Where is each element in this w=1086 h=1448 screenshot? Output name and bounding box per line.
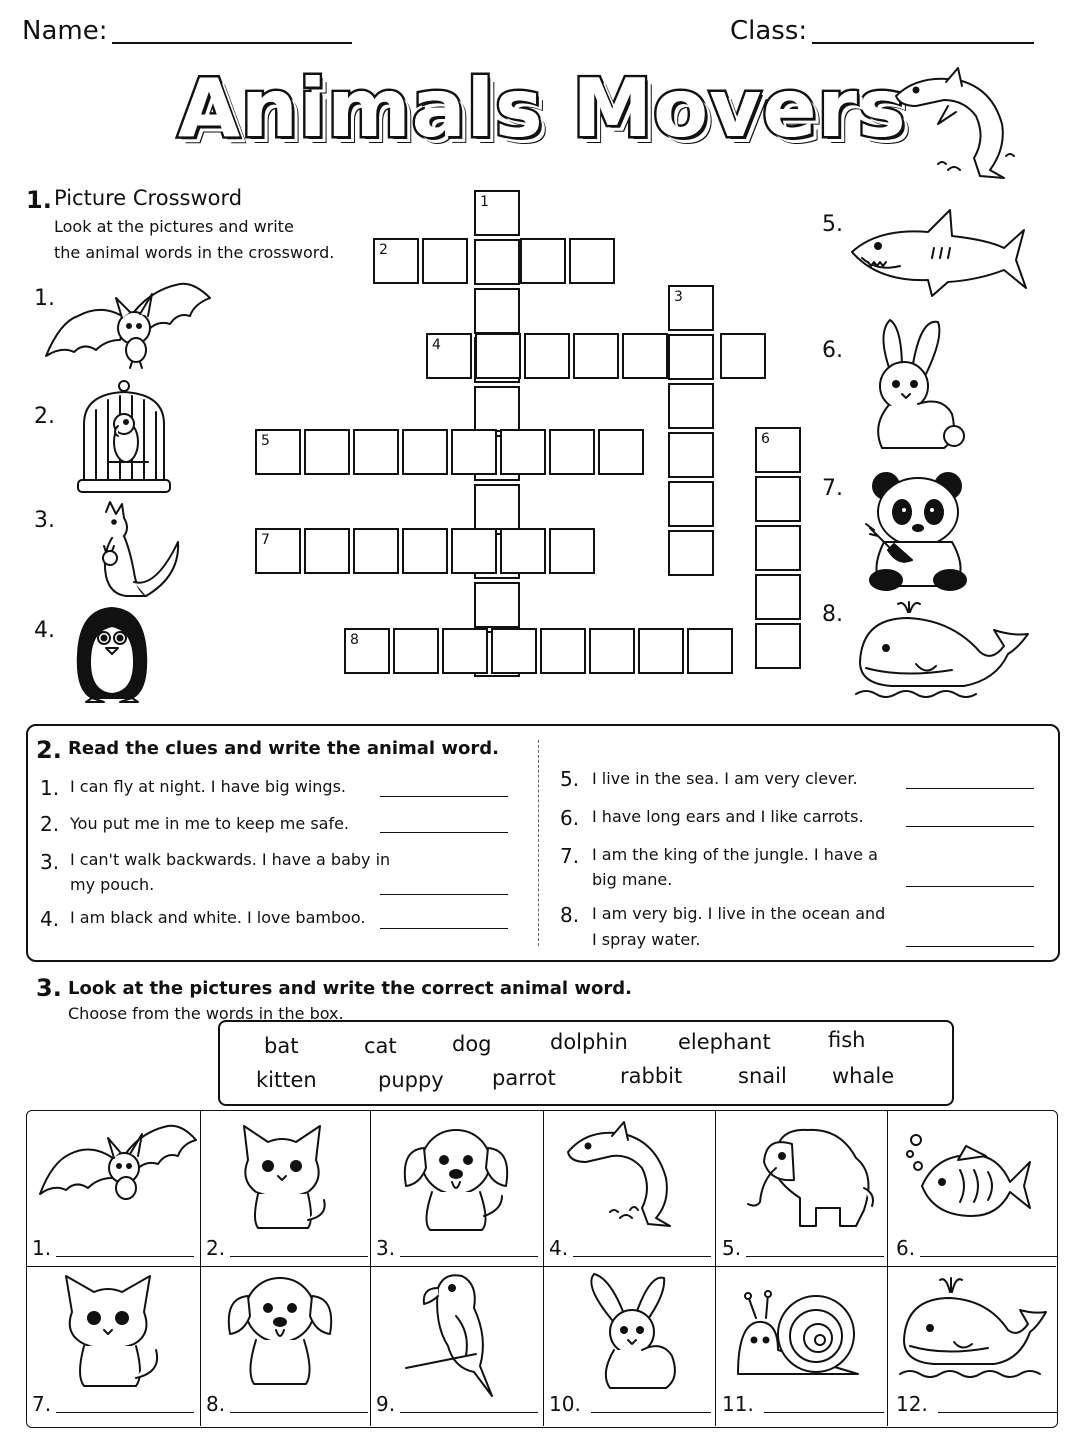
- word-bank-item: fish: [828, 1028, 866, 1052]
- pic-label-7: 7.: [822, 476, 843, 501]
- clue-text: big mane.: [592, 870, 673, 889]
- cat-icon: [56, 1268, 168, 1390]
- clue-number: 1.: [40, 776, 60, 800]
- clue-divider: [538, 740, 539, 946]
- picture-item-number: 2.: [206, 1236, 226, 1260]
- answer-field[interactable]: [380, 928, 508, 929]
- elephant-icon: [736, 1118, 880, 1234]
- crossword-cell[interactable]: [540, 628, 586, 674]
- clue-text: I spray water.: [592, 930, 701, 949]
- grid-divider: [543, 1110, 544, 1426]
- crossword-clue-number: 4: [432, 337, 441, 353]
- rabbit-icon: [580, 1270, 690, 1392]
- word-bank-item: whale: [832, 1064, 895, 1088]
- picture-answer-field[interactable]: [764, 1412, 884, 1413]
- picture-answer-field[interactable]: [400, 1412, 538, 1413]
- clue-text: I can fly at night. I have big wings.: [70, 777, 346, 796]
- clue-number: 4.: [40, 907, 60, 931]
- crossword-cell[interactable]: [598, 429, 644, 475]
- picture-item-number: 4.: [549, 1236, 569, 1260]
- word-bank-item: parrot: [492, 1066, 556, 1090]
- picture-answer-field[interactable]: [230, 1412, 368, 1413]
- crossword-clue-number: 3: [674, 289, 683, 305]
- answer-field[interactable]: [380, 796, 508, 797]
- pic-label-5: 5.: [822, 212, 843, 237]
- parrot-in-cage-icon: [78, 380, 170, 496]
- crossword-clue-number: 2: [379, 242, 388, 258]
- whale-icon: [898, 1274, 1046, 1382]
- pic-label-8: 8.: [822, 602, 843, 627]
- rabbit-icon: [862, 314, 966, 456]
- crossword-cell[interactable]: [474, 239, 520, 285]
- section2-number: 2.: [36, 736, 62, 764]
- crossword-cell[interactable]: [491, 628, 537, 674]
- pic-label-2: 2.: [34, 404, 55, 429]
- section2-title: Read the clues and write the animal word.: [68, 738, 499, 759]
- picture-item-number: 3.: [376, 1236, 396, 1260]
- name-label: Name:: [22, 16, 108, 46]
- crossword-cell[interactable]: [304, 528, 350, 574]
- crossword-cell[interactable]: [373, 238, 419, 284]
- crossword-cell[interactable]: [500, 528, 546, 574]
- grid-divider: [200, 1110, 201, 1426]
- answer-field[interactable]: [906, 826, 1034, 827]
- answer-field[interactable]: [906, 788, 1034, 789]
- class-field[interactable]: [812, 42, 1034, 44]
- pic-label-6: 6.: [822, 338, 843, 363]
- crossword-cell[interactable]: [422, 238, 468, 284]
- clue-text: I am the king of the jungle. I have a: [592, 845, 878, 864]
- crossword-cell[interactable]: [569, 238, 615, 284]
- crossword-cell[interactable]: [344, 628, 390, 674]
- kangaroo-icon: [86, 502, 182, 602]
- crossword-clue-number: 5: [261, 433, 270, 449]
- parrot-icon: [404, 1268, 504, 1400]
- pic-label-1: 1.: [34, 286, 55, 311]
- clue-text: I have long ears and I like carrots.: [592, 807, 864, 826]
- puppy-icon: [398, 1120, 514, 1234]
- picture-item-number: 9.: [376, 1392, 396, 1416]
- panda-icon: [864, 470, 972, 592]
- crossword-cell[interactable]: [500, 429, 546, 475]
- crossword-cell[interactable]: [549, 429, 595, 475]
- crossword-cell[interactable]: [402, 429, 448, 475]
- puppy-icon: [222, 1268, 340, 1388]
- crossword-cell[interactable]: [668, 432, 714, 478]
- word-bank-item: puppy: [378, 1068, 444, 1092]
- crossword-cell[interactable]: [638, 628, 684, 674]
- clue-text: You put me in me to keep me safe.: [70, 814, 350, 833]
- word-bank-item: bat: [264, 1034, 299, 1058]
- clue-number: 2.: [40, 812, 60, 836]
- crossword-cell[interactable]: [524, 333, 570, 379]
- crossword-cell[interactable]: [755, 476, 801, 522]
- picture-answer-field[interactable]: [56, 1256, 194, 1257]
- picture-answer-field[interactable]: [938, 1412, 1058, 1413]
- section1-title: Picture Crossword: [54, 186, 243, 210]
- crossword-clue-number: 7: [261, 532, 270, 548]
- crossword-cell[interactable]: [402, 528, 448, 574]
- crossword-cell[interactable]: [474, 484, 520, 530]
- picture-answer-field[interactable]: [920, 1256, 1058, 1257]
- crossword-cell[interactable]: [573, 333, 619, 379]
- answer-field[interactable]: [906, 886, 1034, 887]
- name-field[interactable]: [112, 42, 352, 44]
- crossword-cell[interactable]: [255, 429, 301, 475]
- crossword-cell[interactable]: [475, 333, 521, 379]
- word-bank-item: elephant: [678, 1030, 771, 1054]
- section3-number: 3.: [36, 974, 62, 1002]
- picture-answer-field[interactable]: [573, 1256, 711, 1257]
- crossword-cell[interactable]: [426, 333, 472, 379]
- picture-item-number: 6.: [896, 1236, 916, 1260]
- crossword-cell[interactable]: [255, 528, 301, 574]
- clue-number: 6.: [560, 806, 580, 830]
- clue-number: 8.: [560, 903, 580, 927]
- shark-icon: [848, 208, 1028, 302]
- cat-icon: [228, 1120, 334, 1232]
- word-bank-item: snail: [738, 1064, 787, 1088]
- picture-answer-field[interactable]: [746, 1256, 884, 1257]
- word-bank-item: kitten: [256, 1068, 317, 1092]
- grid-divider: [887, 1110, 888, 1426]
- crossword-cell[interactable]: [668, 530, 714, 576]
- section3-title: Look at the pictures and write the correct animal word.: [68, 978, 632, 999]
- picture-item-number: 7.: [32, 1392, 52, 1416]
- bat-icon: [40, 1122, 196, 1208]
- crossword-cell[interactable]: [549, 528, 595, 574]
- crossword-cell[interactable]: [668, 481, 714, 527]
- crossword-cell[interactable]: [755, 525, 801, 571]
- section1-number: 1.: [26, 186, 52, 214]
- section3-subtitle: Choose from the words in the box.: [68, 1004, 344, 1023]
- clue-number: 3.: [40, 850, 60, 874]
- crossword-cell[interactable]: [520, 238, 566, 284]
- picture-item-number: 5.: [722, 1236, 742, 1260]
- picture-item-number: 12.: [896, 1392, 928, 1416]
- crossword-cell[interactable]: [668, 334, 714, 380]
- crossword-cell[interactable]: [451, 528, 497, 574]
- crossword-cell[interactable]: [474, 190, 520, 236]
- section1-instruction-1: Look at the pictures and write: [54, 217, 294, 236]
- grid-divider: [370, 1110, 371, 1426]
- picture-item-number: 11.: [722, 1392, 754, 1416]
- answer-field[interactable]: [906, 946, 1034, 947]
- crossword-cell[interactable]: [755, 574, 801, 620]
- clue-text: I can't walk backwards. I have a baby in: [70, 850, 391, 869]
- picture-item-number: 1.: [32, 1236, 52, 1260]
- crossword-cell[interactable]: [474, 288, 520, 334]
- grid-divider: [715, 1110, 716, 1426]
- bat-icon: [44, 280, 212, 372]
- picture-answer-field[interactable]: [230, 1256, 368, 1257]
- crossword-cell[interactable]: [353, 429, 399, 475]
- crossword-cell[interactable]: [687, 628, 733, 674]
- picture-answer-field[interactable]: [400, 1256, 538, 1257]
- crossword-cell[interactable]: [720, 333, 766, 379]
- picture-item-number: 10.: [549, 1392, 581, 1416]
- crossword-clue-number: 6: [761, 431, 770, 447]
- word-bank-item: cat: [364, 1034, 397, 1058]
- crossword-cell[interactable]: [451, 429, 497, 475]
- picture-answer-field[interactable]: [56, 1412, 194, 1413]
- grid-divider: [26, 1266, 1056, 1267]
- answer-field[interactable]: [380, 832, 508, 833]
- crossword-clue-number: 8: [350, 632, 359, 648]
- word-bank-item: dolphin: [550, 1030, 628, 1054]
- crossword-cell[interactable]: [474, 582, 520, 628]
- crossword-cell[interactable]: [668, 285, 714, 331]
- whale-icon: [852, 600, 1032, 700]
- crossword-cell[interactable]: [442, 628, 488, 674]
- crossword-cell[interactable]: [304, 429, 350, 475]
- crossword-cell[interactable]: [353, 528, 399, 574]
- word-bank-item: dog: [452, 1032, 492, 1056]
- clue-text: I am very big. I live in the ocean and: [592, 904, 886, 923]
- answer-field[interactable]: [380, 894, 508, 895]
- crossword-cell[interactable]: [589, 628, 635, 674]
- pic-label-3: 3.: [34, 508, 55, 533]
- crossword-clue-number: 1: [480, 194, 489, 210]
- class-label: Class:: [730, 16, 808, 46]
- fish-icon: [902, 1130, 1032, 1226]
- dolphin-icon: [888, 66, 1028, 186]
- pic-label-4: 4.: [34, 618, 55, 643]
- picture-answer-field[interactable]: [591, 1412, 711, 1413]
- snail-icon: [734, 1290, 864, 1386]
- crossword-cell[interactable]: [755, 427, 801, 473]
- clue-number: 5.: [560, 767, 580, 791]
- dolphin-icon: [560, 1118, 696, 1232]
- crossword-cell[interactable]: [622, 333, 668, 379]
- clue-text: my pouch.: [70, 875, 155, 894]
- section1-instruction-2: the animal words in the crossword.: [54, 243, 335, 262]
- crossword-cell[interactable]: [668, 383, 714, 429]
- penguin-icon: [66, 604, 158, 704]
- crossword-cell[interactable]: [474, 386, 520, 432]
- picture-item-number: 8.: [206, 1392, 226, 1416]
- page-title: Animals Movers: [178, 62, 907, 155]
- word-bank-item: rabbit: [620, 1064, 683, 1088]
- crossword-cell[interactable]: [755, 623, 801, 669]
- crossword-cell[interactable]: [393, 628, 439, 674]
- clue-number: 7.: [560, 844, 580, 868]
- clue-text: I live in the sea. I am very clever.: [592, 769, 858, 788]
- clue-text: I am black and white. I love bamboo.: [70, 908, 366, 927]
